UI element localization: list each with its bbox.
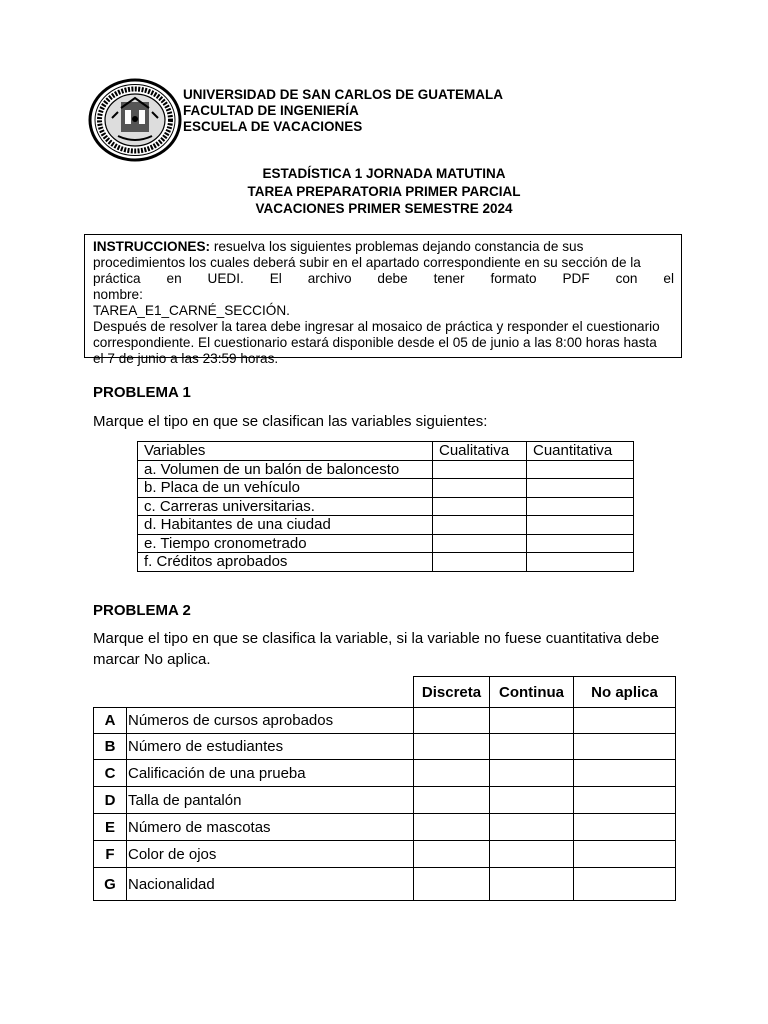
assignment-title: TAREA PREPARATORIA PRIMER PARCIAL bbox=[247, 183, 521, 199]
answer-cell[interactable] bbox=[574, 868, 676, 901]
table-row: B Número de estudiantes bbox=[94, 734, 676, 760]
table-row: F Color de ojos bbox=[94, 841, 676, 868]
instructions-line-3: práctica en UEDI. El archivo debe tener formato PDF con el nombre: bbox=[93, 271, 674, 302]
answer-cell[interactable] bbox=[433, 479, 527, 498]
answer-cell[interactable] bbox=[414, 734, 490, 760]
answer-cell[interactable] bbox=[490, 734, 574, 760]
variable-cell: e. Tiempo cronometrado bbox=[138, 534, 433, 553]
answer-cell[interactable] bbox=[433, 534, 527, 553]
header-no-aplica: No aplica bbox=[574, 677, 676, 708]
table-row: D Talla de pantalón bbox=[94, 787, 676, 814]
header-cuantitativa: Cuantitativa bbox=[527, 442, 634, 461]
table-row bbox=[138, 516, 634, 535]
variable-cell: f. Créditos aprobados bbox=[138, 553, 433, 572]
university-name: UNIVERSIDAD DE SAN CARLOS DE GUATEMALA bbox=[183, 87, 504, 102]
instructions-line-5: Después de resolver la tarea debe ingresar al mosaico de práctica y responder el cuestionario bbox=[93, 319, 660, 334]
answer-cell[interactable] bbox=[414, 760, 490, 787]
variable-cell: a. Volumen de un balón de baloncesto bbox=[138, 460, 433, 479]
answer-cell[interactable] bbox=[574, 787, 676, 814]
answer-cell[interactable] bbox=[414, 868, 490, 901]
answer-cell[interactable] bbox=[527, 460, 634, 479]
answer-cell[interactable] bbox=[414, 787, 490, 814]
problem-1-prompt: Marque el tipo en que se clasifican las variables siguientes: bbox=[93, 413, 488, 430]
instructions-label: INSTRUCCIONES: bbox=[93, 239, 211, 254]
problem-2-prompt-line-1: Marque el tipo en que se clasifica la variable, si la variable no fuese cuantitativa debe bbox=[93, 630, 660, 647]
answer-cell[interactable] bbox=[574, 708, 676, 734]
answer-cell[interactable] bbox=[490, 760, 574, 787]
header-discreta: Discreta bbox=[414, 677, 490, 708]
instructions-line-1: INSTRUCCIONES: resuelva los siguientes problemas dejando constancia de sus bbox=[93, 239, 584, 254]
answer-cell[interactable] bbox=[414, 841, 490, 868]
answer-cell[interactable] bbox=[574, 760, 676, 787]
header-variables: Variables bbox=[138, 442, 433, 461]
problem-2-table bbox=[93, 676, 676, 901]
table-row bbox=[138, 479, 634, 498]
university-seal-logo bbox=[88, 78, 182, 162]
course-title: ESTADÍSTICA 1 JORNADA MATUTINA bbox=[262, 166, 506, 181]
table-row bbox=[138, 497, 634, 516]
table-header-row bbox=[94, 677, 676, 708]
problem-2-prompt-line-2: marcar No aplica. bbox=[93, 651, 211, 668]
answer-cell[interactable] bbox=[527, 553, 634, 572]
instructions-line-7: el 7 de junio a las 23:59 horas. bbox=[93, 351, 279, 366]
answer-cell[interactable] bbox=[574, 734, 676, 760]
school-name: ESCUELA DE VACACIONES bbox=[183, 119, 363, 134]
institution-header bbox=[183, 87, 503, 135]
table-row bbox=[138, 534, 634, 553]
answer-cell[interactable] bbox=[433, 553, 527, 572]
answer-cell[interactable] bbox=[527, 497, 634, 516]
table-row: G Nacionalidad bbox=[94, 868, 676, 901]
table-row bbox=[138, 553, 634, 572]
answer-cell[interactable] bbox=[433, 497, 527, 516]
problem-2-title: PROBLEMA 2 bbox=[93, 602, 191, 619]
answer-cell[interactable] bbox=[527, 479, 634, 498]
table-header-row bbox=[138, 442, 634, 461]
answer-cell[interactable] bbox=[490, 868, 574, 901]
instructions-box bbox=[84, 234, 682, 366]
answer-cell[interactable] bbox=[490, 708, 574, 734]
answer-cell[interactable] bbox=[574, 814, 676, 841]
header-continua: Continua bbox=[490, 677, 574, 708]
answer-cell[interactable] bbox=[414, 708, 490, 734]
table-row bbox=[138, 460, 634, 479]
instructions-line-4: TAREA_E1_CARNÉ_SECCIÓN. bbox=[93, 303, 290, 318]
answer-cell[interactable] bbox=[574, 841, 676, 868]
answer-cell[interactable] bbox=[490, 814, 574, 841]
instructions-line-6: correspondiente. El cuestionario estará disponible desde el 05 de junio a las 8:00 horas hasta bbox=[93, 335, 657, 350]
answer-cell[interactable] bbox=[414, 814, 490, 841]
variable-cell: d. Habitantes de una ciudad bbox=[138, 516, 433, 535]
variable-cell: b. Placa de un vehículo bbox=[138, 479, 433, 498]
answer-cell[interactable] bbox=[433, 460, 527, 479]
answer-cell[interactable] bbox=[490, 841, 574, 868]
answer-cell[interactable] bbox=[433, 516, 527, 535]
document-titles bbox=[0, 165, 768, 218]
faculty-name: FACULTAD DE INGENIERÍA bbox=[183, 103, 359, 118]
problem-2-prompt bbox=[93, 628, 659, 670]
header-cualitativa: Cualitativa bbox=[433, 442, 527, 461]
table-row: C Calificación de una prueba bbox=[94, 760, 676, 787]
term-title: VACACIONES PRIMER SEMESTRE 2024 bbox=[255, 201, 513, 216]
problem-1-table bbox=[137, 441, 634, 572]
table-row: E Número de mascotas bbox=[94, 814, 676, 841]
answer-cell[interactable] bbox=[527, 534, 634, 553]
variable-cell: c. Carreras universitarias. bbox=[138, 497, 433, 516]
answer-cell[interactable] bbox=[527, 516, 634, 535]
problem-1-title: PROBLEMA 1 bbox=[93, 384, 191, 401]
answer-cell[interactable] bbox=[490, 787, 574, 814]
table-row: A Números de cursos aprobados bbox=[94, 708, 676, 734]
instructions-line-2: procedimientos los cuales deberá subir en el apartado correspondiente en su sección de la bbox=[93, 255, 641, 270]
